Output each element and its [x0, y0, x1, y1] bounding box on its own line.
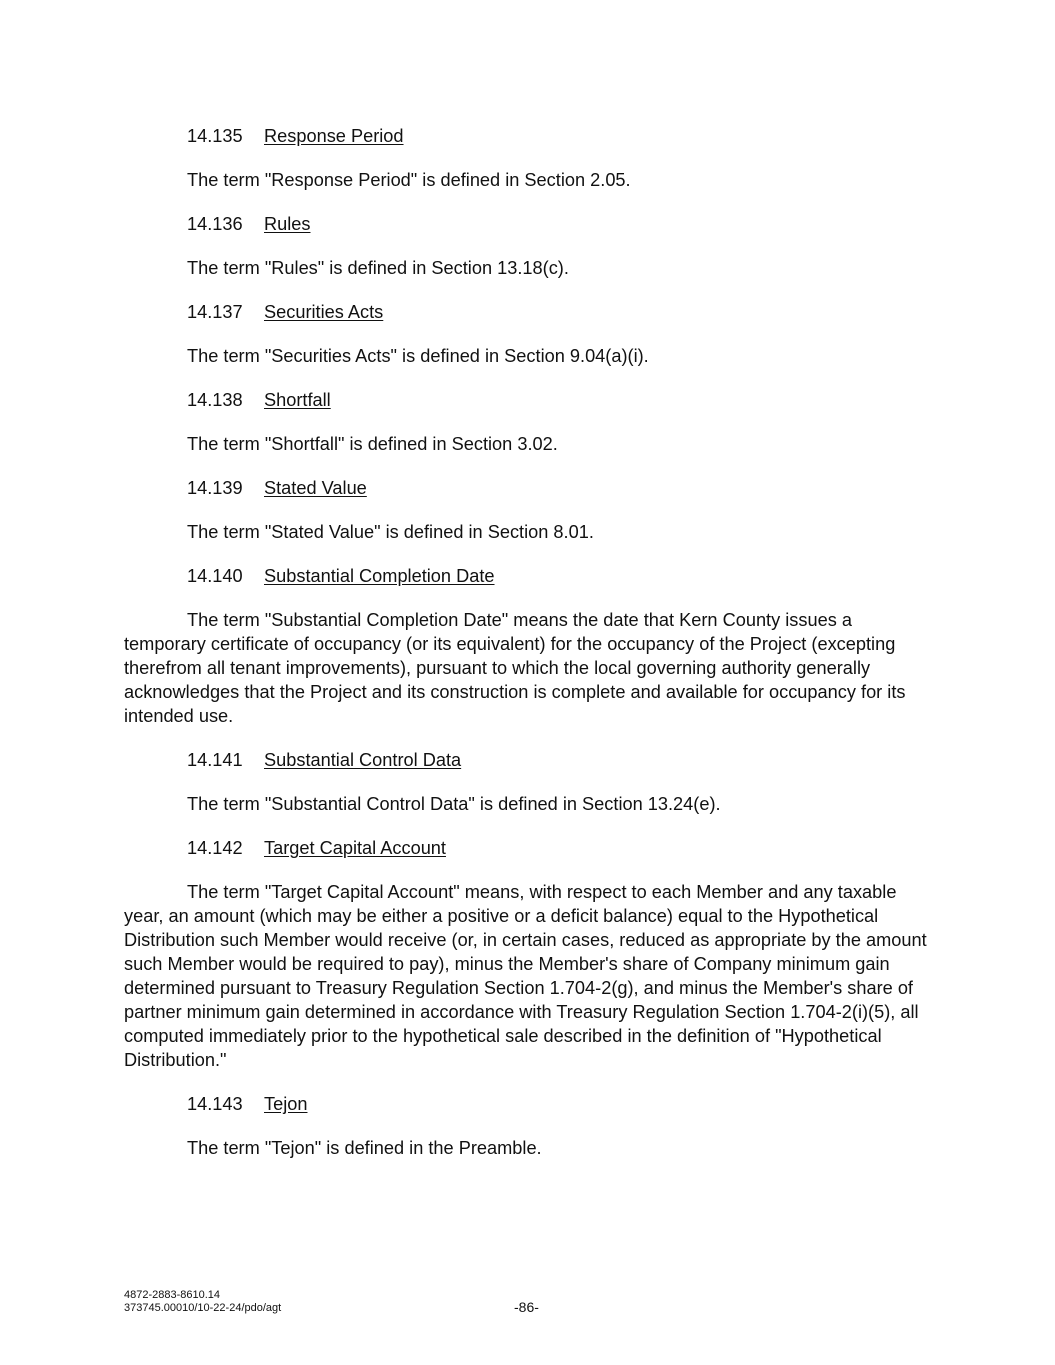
section-heading: [124, 388, 934, 412]
section-body: The term "Substantial Control Data" is defined in Section 13.24(e).: [187, 794, 721, 814]
footer-document-id: [124, 1289, 281, 1315]
section-number: 14.136: [187, 214, 243, 234]
footer-matter-reference: 373745.00010/10-22-24/pdo/agt: [124, 1302, 282, 1314]
section-heading: [124, 564, 934, 588]
section-heading: [124, 836, 934, 860]
section-title: Stated Value: [264, 478, 367, 498]
section-title: Shortfall: [264, 390, 331, 410]
section-number: 14.139: [187, 478, 243, 498]
section-number: 14.138: [187, 390, 243, 410]
section-heading: [124, 300, 934, 324]
section-body: The term "Shortfall" is defined in Section 3.02.: [187, 434, 558, 454]
section-number: 14.141: [187, 750, 243, 770]
section-title: Rules: [264, 214, 311, 234]
section-heading: [124, 1092, 934, 1116]
section-heading: [124, 748, 934, 772]
section-body: The term "Target Capital Account" means, with respect to each Member and any taxable year, an amount (which may be either a positive or a deficit balance) equal to the Hypothetical Distribution such Member would receive (or, in certain cases, reduced as appropriate by the amount such Member would be required to pay), minus the Member's share of Company minimum gain determined pursuant to Treasury Regulation Section 1.704-2(g), and minus the Member's share of partner minimum gain determined in accordance with Treasury Regulation Section 1.704-2(i)(5), all computed immediately prior to the hypothetical sale described in the definition of "Hypothetical Distribution.": [124, 882, 927, 1070]
section-body: The term "Rules" is defined in Section 13.18(c).: [187, 258, 569, 278]
section-body: The term "Stated Value" is defined in Section 8.01.: [187, 522, 594, 542]
section-title: Target Capital Account: [264, 838, 446, 858]
section-title: Tejon: [264, 1094, 308, 1114]
section-heading: [124, 476, 934, 500]
page-number: -86-: [514, 1299, 539, 1315]
section-body: The term "Tejon" is defined in the Preamble.: [187, 1138, 542, 1158]
section-title: Substantial Control Data: [264, 750, 462, 770]
section-number: 14.140: [187, 566, 243, 586]
section-title: Response Period: [264, 126, 404, 146]
section-title: Securities Acts: [264, 302, 384, 322]
section-number: 14.137: [187, 302, 243, 322]
section-number: 14.135: [187, 126, 243, 146]
section-number: 14.142: [187, 838, 243, 858]
section-number: 14.143: [187, 1094, 243, 1114]
section-title: Substantial Completion Date: [264, 566, 495, 586]
definitions-body: [124, 124, 934, 1180]
section-body: The term "Response Period" is defined in Section 2.05.: [187, 170, 631, 190]
section-heading: [124, 212, 934, 236]
footer-doc-number: 4872-2883-8610.14: [124, 1289, 221, 1301]
section-body: The term "Substantial Completion Date" means the date that Kern County issues a temporary certificate of occupancy (or its equivalent) for the occupancy of the Project (excepting therefrom all tenant improvements), pursuant to which the local governing authority generally acknowledges that the Project and its construction is complete and available for occupancy for its intended use.: [124, 610, 906, 726]
section-body: The term "Securities Acts" is defined in Section 9.04(a)(i).: [187, 346, 649, 366]
section-heading: [124, 124, 934, 148]
